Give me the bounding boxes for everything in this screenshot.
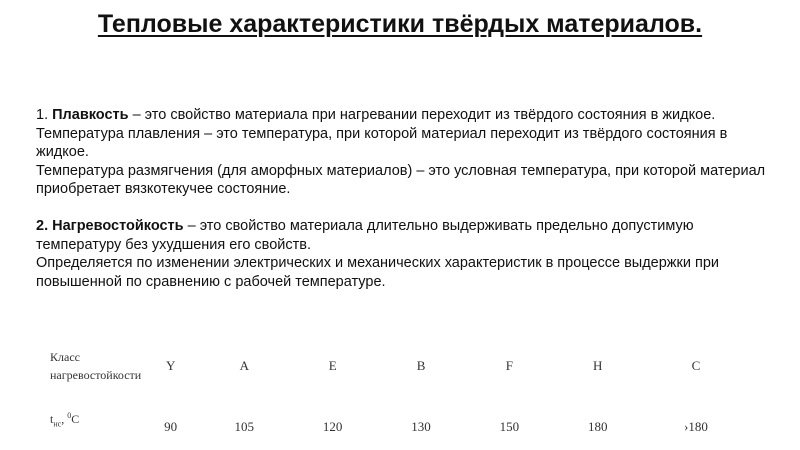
class-cell: B: [416, 358, 426, 373]
section-2-definition: [36, 217, 766, 254]
temperature-cell: 90: [164, 419, 178, 434]
section-2-number: 2.: [36, 218, 53, 234]
class-cell: C: [691, 358, 701, 373]
section-1-number: 1.: [36, 107, 53, 123]
melting-point-definition: Температура плавления – это температура, при которой материал переходит из твёрдого состояния в жидкое.: [36, 125, 728, 160]
class-cell: F: [505, 358, 513, 373]
heat-resistance-determination: Определяется по изменении электрических и механических характеристик в процессе выдержки при повышенной по сравнению с рабочей температуре.: [36, 255, 719, 290]
temperature-cell: 180: [587, 419, 608, 434]
class-cell: H: [593, 358, 603, 373]
paragraph-gap: [36, 199, 766, 218]
table-value-row: [50, 399, 750, 441]
class-cell: E: [328, 358, 337, 373]
temperature-cell: 105: [234, 419, 255, 434]
temperature-cell: 120: [322, 419, 343, 434]
table-header-row: [50, 333, 750, 399]
heat-resistance-class-table: [50, 333, 750, 441]
section-1-term: Плавкость: [52, 107, 129, 123]
temperature-comma: ,: [61, 411, 68, 426]
temperature-cell: 150: [499, 419, 520, 434]
slide-title: Тепловые характеристики твёрдых материалов.: [97, 10, 703, 38]
temperature-subscript: нс: [53, 419, 62, 429]
section-2-definition-text: – это свойство материала длительно выдерживать предельно допустимую температуру без ухудшения его свойств.: [36, 218, 694, 253]
softening-point-definition: Температура размягчения (для аморфных материалов) – это условная температура, при которой материал приобретает вязкотекучее состояние.: [36, 162, 766, 197]
temperature-unit: С: [71, 411, 80, 426]
section-1-definition-text: – это свойство материала при нагревании переходит из твёрдого состояния в жидкое.: [128, 107, 716, 123]
temperature-cell: ›180: [684, 419, 708, 434]
temperature-cell: 130: [411, 419, 431, 434]
section-1-definition: [36, 106, 766, 125]
section-2-term: Нагревостойкость: [52, 218, 184, 234]
class-header-label: Класс нагревостойкости: [50, 350, 142, 382]
class-cell: A: [239, 358, 249, 373]
slide-body: [36, 106, 766, 291]
temperature-symbol: t: [50, 411, 54, 426]
degree-superscript: 0: [67, 410, 72, 420]
class-cell: Y: [165, 358, 176, 373]
temperature-label: [50, 399, 141, 441]
